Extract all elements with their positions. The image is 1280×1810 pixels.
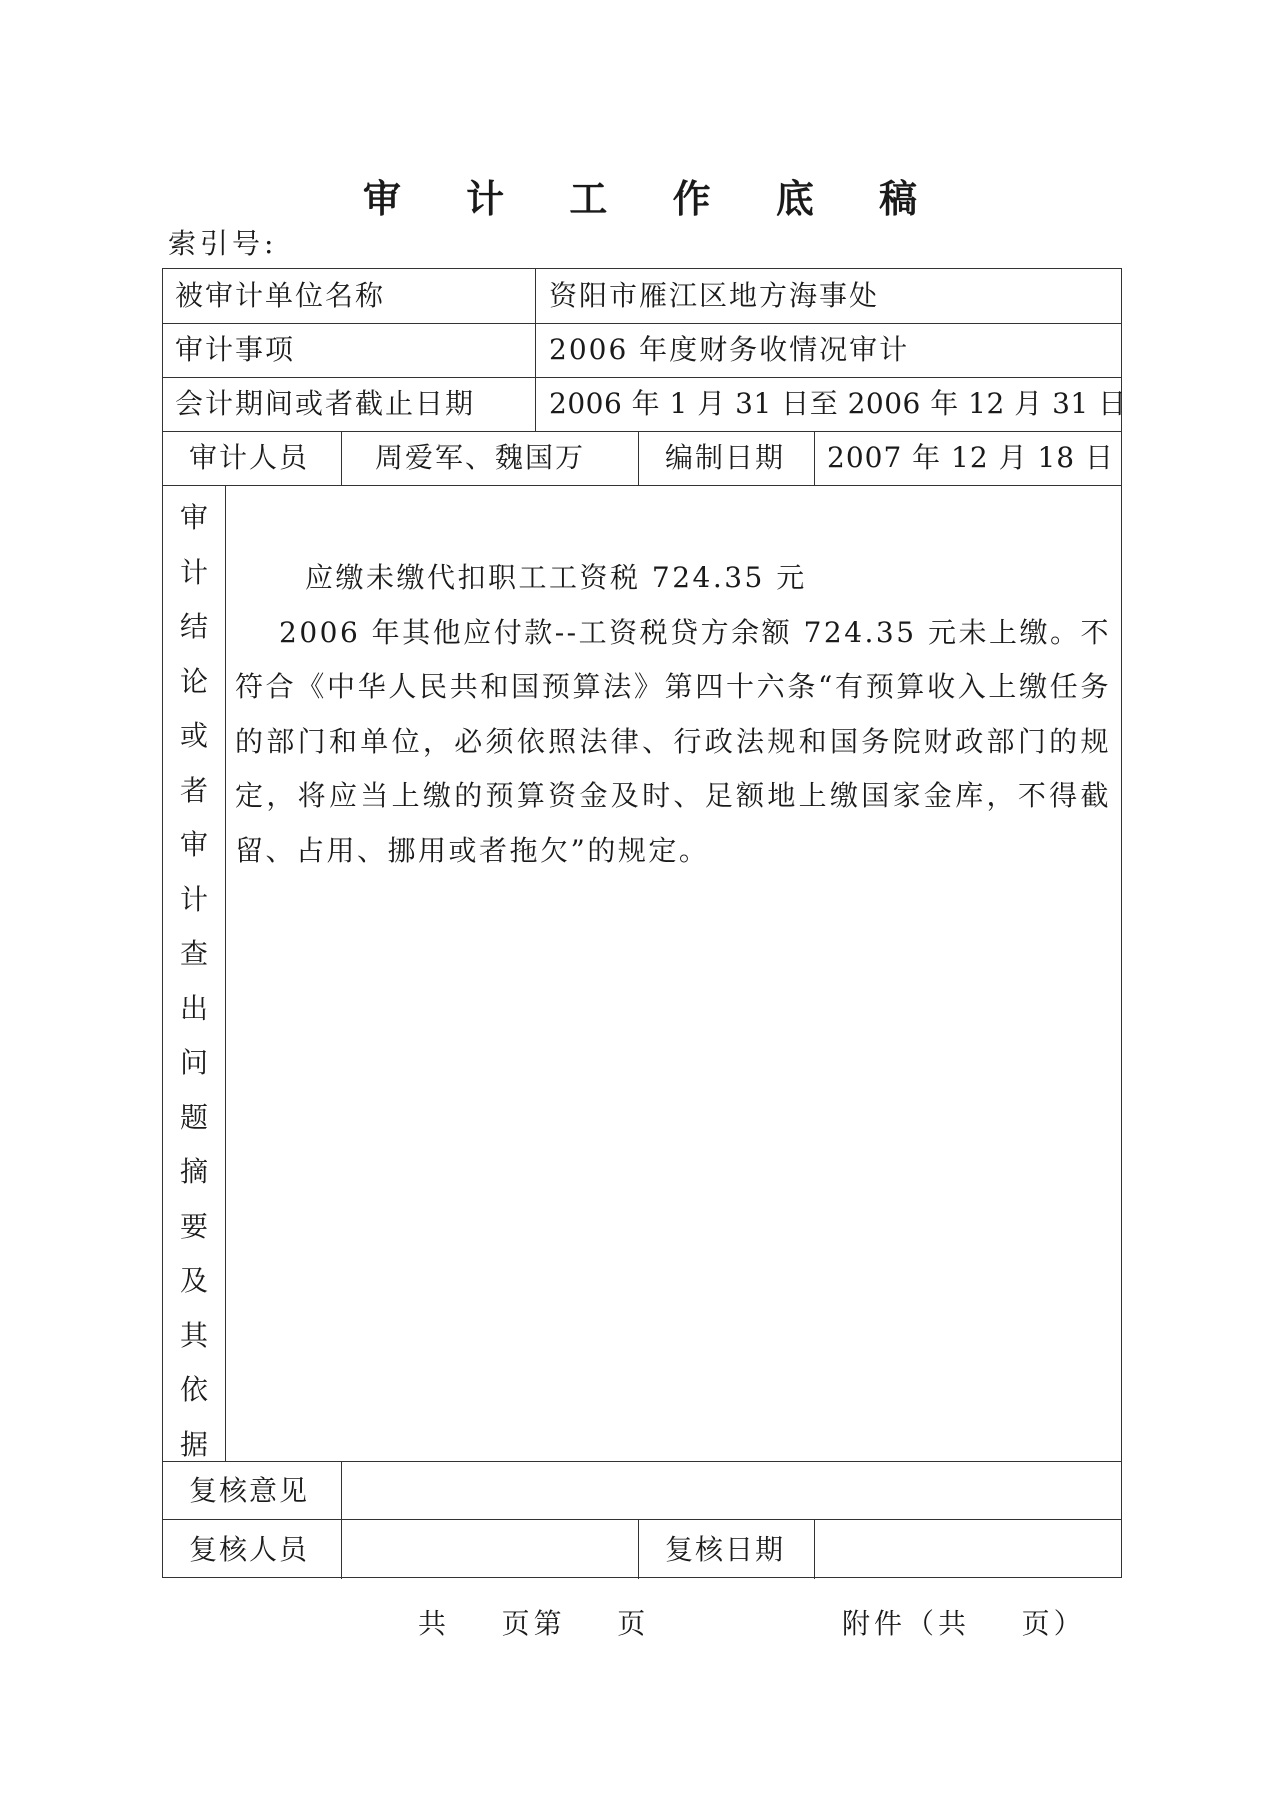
review-date-label: 复核日期 (665, 1533, 786, 1566)
findings-content (235, 551, 1111, 878)
auditee-value: 资阳市雁江区地方海事处 (549, 279, 880, 312)
finding-heading: 应缴未缴代扣职工工资税 724.35 元 (305, 561, 807, 594)
audit-form-table (162, 268, 1127, 1578)
auditors-label: 审计人员 (189, 441, 310, 474)
reviewer-label: 复核人员 (189, 1533, 310, 1566)
auditors-value: 周爱军、魏国万 (375, 441, 586, 474)
finding-paragraph: 2006 年其他应付款--工资税贷方余额 724.35 元未上缴。不符合《中华人民共和国预算法》第四十六条“有预算收入上缴任务的部门和单位，必须依照法律、行政法规和国务院财政部门的规定，将应当上缴的预算资金及时、足额地上缴国家金库，不得截留、占用、挪用或者拖欠”的规定。 (235, 615, 1111, 867)
prepared-date-label: 编制日期 (665, 441, 786, 474)
audit-matter-value: 2006 年度财务收情况审计 (549, 333, 910, 366)
page-count: 共 页第 页 (418, 1607, 650, 1640)
index-number-label: 索引号: (168, 227, 278, 260)
audit-matter-label: 审计事项 (175, 333, 296, 366)
findings-vertical-label: 审 计 结 论 或 者 审 计 查 出 问 题 摘 要 及 其 依 据 (179, 501, 208, 1461)
review-opinion-label: 复核意见 (189, 1474, 310, 1507)
attachment-count: 附件（共 页） (842, 1607, 1086, 1640)
accounting-period-value: 2006 年 1 月 31 日至 2006 年 12 月 31 日 (549, 387, 1127, 420)
page-title: 审 计 工 作 底 稿 (362, 177, 944, 221)
prepared-date-value: 2007 年 12 月 18 日 (827, 441, 1115, 474)
accounting-period-label: 会计期间或者截止日期 (175, 387, 476, 420)
auditee-label: 被审计单位名称 (175, 279, 386, 312)
